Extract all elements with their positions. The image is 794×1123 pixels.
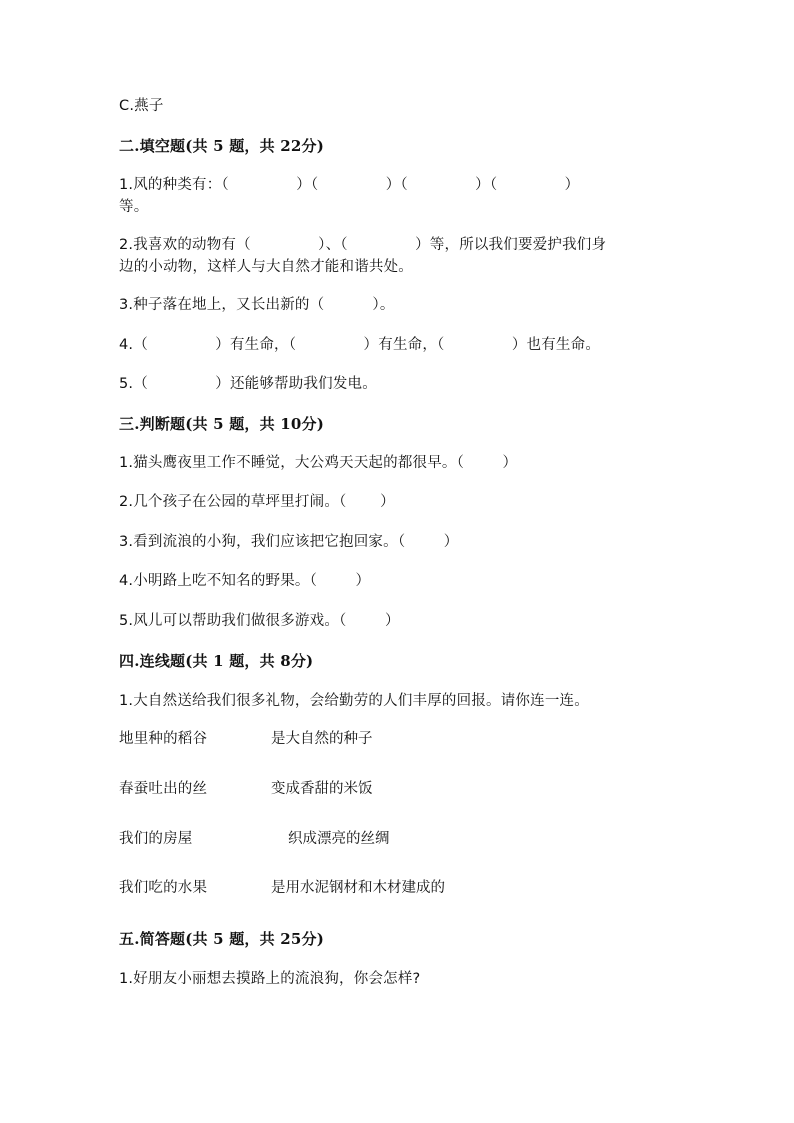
fill-q2-line1: 2.我喜欢的动物有（ ）、（ ）等，所以我们要爱护我们身	[119, 237, 607, 253]
fill-q2-line2: 边的小动物，这样人与大自然才能和谐共处。	[119, 259, 413, 275]
section-3-heading: 三.判断题(共 5 题，共 10分)	[119, 415, 324, 433]
match-right-item: 织成漂亮的丝绸	[288, 831, 390, 847]
fill-q5: 5.（ ）还能够帮助我们发电。	[119, 376, 377, 392]
match-right-item: 变成香甜的米饭	[271, 781, 373, 797]
fill-q3: 3.种子落在地上，又长出新的（ ）。	[119, 297, 395, 313]
match-left-item: 春蚕吐出的丝	[119, 781, 208, 797]
judge-q3: 3.看到流浪的小狗，我们应该把它抱回家。（ ）	[119, 534, 459, 550]
match-left-item: 我们的房屋	[119, 831, 193, 847]
short-answer-q1: 1.好朋友小丽想去摸路上的流浪狗，你会怎样?	[119, 971, 421, 987]
option-c: C.燕子	[119, 98, 164, 114]
fill-q1-line1: 1.风的种类有：（ ）（ ）（ ）（ ）	[119, 177, 580, 193]
section-5-heading: 五.简答题(共 5 题，共 25分)	[119, 930, 324, 948]
match-left-item: 地里种的稻谷	[119, 731, 208, 747]
section-4-heading: 四.连线题(共 1 题，共 8分)	[119, 652, 314, 670]
judge-q2: 2.几个孩子在公园的草坪里打闹。（ ）	[119, 494, 395, 510]
judge-q4: 4.小明路上吃不知名的野果。（ ）	[119, 573, 371, 589]
fill-q1-line2: 等。	[119, 199, 149, 215]
judge-q1: 1.猫头鹰夜里工作不睡觉，大公鸡天天起的都很早。（ ）	[119, 455, 518, 471]
fill-q4: 4.（ ）有生命，（ ）有生命，（ ）也有生命。	[119, 337, 601, 353]
match-left-item: 我们吃的水果	[119, 880, 208, 896]
match-right-item: 是用水泥钢材和木材建成的	[271, 880, 445, 896]
judge-q5: 5.风儿可以帮助我们做很多游戏。（ ）	[119, 613, 400, 629]
match-right-item: 是大自然的种子	[271, 731, 373, 747]
match-q1: 1.大自然送给我们很多礼物，会给勤劳的人们丰厚的回报。请你连一连。	[119, 693, 589, 709]
section-2-heading: 二.填空题(共 5 题，共 22分)	[119, 137, 324, 155]
